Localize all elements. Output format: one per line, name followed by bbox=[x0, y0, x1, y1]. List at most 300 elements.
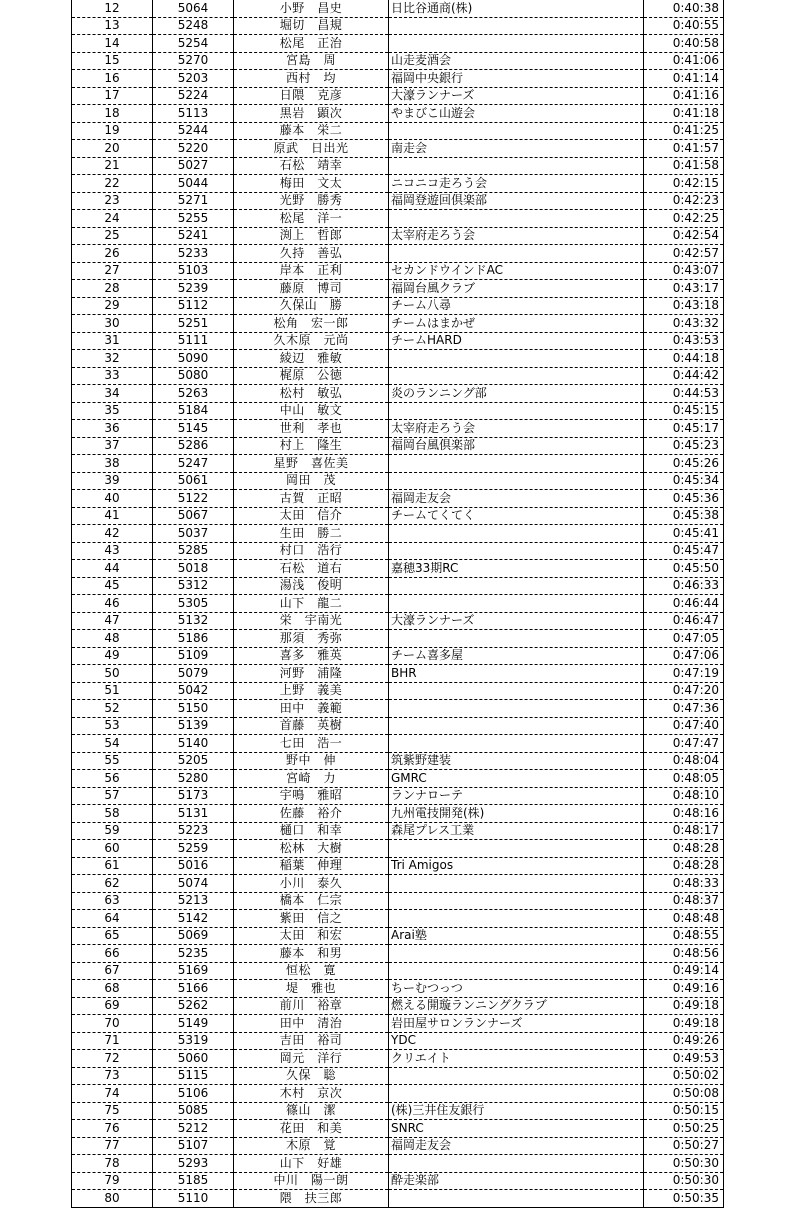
finish-time-cell: 0:45:36 bbox=[644, 490, 724, 508]
table-row bbox=[72, 682, 724, 700]
bib-cell: 5074 bbox=[153, 875, 234, 893]
team-cell: 福岡登遊回倶楽部 bbox=[389, 192, 644, 210]
bib-cell: 5212 bbox=[153, 1120, 234, 1138]
table-row bbox=[72, 17, 724, 35]
table-row bbox=[72, 927, 724, 945]
bib-cell: 5262 bbox=[153, 997, 234, 1015]
team-cell bbox=[389, 350, 644, 368]
team-cell bbox=[389, 542, 644, 560]
finish-time-cell: 0:48:28 bbox=[644, 840, 724, 858]
team-cell: 燃える開璇ランニングクラブ bbox=[389, 997, 644, 1015]
runner-name-cell: 堤 雅也 bbox=[234, 980, 389, 998]
table-row bbox=[72, 0, 724, 17]
team-cell: チームはまかぜ bbox=[389, 315, 644, 333]
finish-time-cell: 0:40:38 bbox=[644, 0, 724, 17]
table-row bbox=[72, 367, 724, 385]
runner-name-cell: 花田 和美 bbox=[234, 1120, 389, 1138]
bib-cell: 5090 bbox=[153, 350, 234, 368]
rank-cell: 58 bbox=[72, 805, 153, 823]
table-row bbox=[72, 192, 724, 210]
finish-time-cell: 0:50:15 bbox=[644, 1102, 724, 1120]
table-row bbox=[72, 560, 724, 578]
rank-cell: 33 bbox=[72, 367, 153, 385]
finish-time-cell: 0:41:14 bbox=[644, 70, 724, 88]
table-row bbox=[72, 962, 724, 980]
team-cell bbox=[389, 1067, 644, 1085]
team-cell bbox=[389, 577, 644, 595]
runner-name-cell: 藤原 博司 bbox=[234, 280, 389, 298]
team-cell: チーム喜多屋 bbox=[389, 647, 644, 665]
team-cell bbox=[389, 945, 644, 963]
rank-cell: 63 bbox=[72, 892, 153, 910]
team-cell: 福岡台風倶楽部 bbox=[389, 437, 644, 455]
runner-name-cell: 喜多 雅英 bbox=[234, 647, 389, 665]
rank-cell: 69 bbox=[72, 997, 153, 1015]
table-row bbox=[72, 420, 724, 438]
rank-cell: 80 bbox=[72, 1190, 153, 1208]
rank-cell: 14 bbox=[72, 35, 153, 53]
bib-cell: 5233 bbox=[153, 245, 234, 263]
table-row bbox=[72, 1067, 724, 1085]
bib-cell: 5149 bbox=[153, 1015, 234, 1033]
team-cell: チーム八尋 bbox=[389, 297, 644, 315]
table-row bbox=[72, 490, 724, 508]
rank-cell: 38 bbox=[72, 455, 153, 473]
runner-name-cell: 石松 道右 bbox=[234, 560, 389, 578]
finish-time-cell: 0:50:35 bbox=[644, 1190, 724, 1208]
team-cell bbox=[389, 210, 644, 228]
rank-cell: 47 bbox=[72, 612, 153, 630]
bib-cell: 5169 bbox=[153, 962, 234, 980]
rank-cell: 32 bbox=[72, 350, 153, 368]
table-row bbox=[72, 1032, 724, 1050]
bib-cell: 5224 bbox=[153, 87, 234, 105]
bib-cell: 5044 bbox=[153, 175, 234, 193]
rank-cell: 76 bbox=[72, 1120, 153, 1138]
bib-cell: 5241 bbox=[153, 227, 234, 245]
finish-time-cell: 0:45:15 bbox=[644, 402, 724, 420]
team-cell bbox=[389, 402, 644, 420]
table-row bbox=[72, 1102, 724, 1120]
team-cell: 福岡中央銀行 bbox=[389, 70, 644, 88]
team-cell: 筑紫野建装 bbox=[389, 752, 644, 770]
runner-name-cell: 松尾 正治 bbox=[234, 35, 389, 53]
bib-cell: 5259 bbox=[153, 840, 234, 858]
table-row bbox=[72, 87, 724, 105]
table-row bbox=[72, 210, 724, 228]
rank-cell: 31 bbox=[72, 332, 153, 350]
table-row bbox=[72, 612, 724, 630]
table-row bbox=[72, 315, 724, 333]
table-row bbox=[72, 542, 724, 560]
bib-cell: 5244 bbox=[153, 122, 234, 140]
team-cell bbox=[389, 630, 644, 648]
bib-cell: 5139 bbox=[153, 717, 234, 735]
runner-name-cell: 樋口 和幸 bbox=[234, 822, 389, 840]
team-cell: クリエイト bbox=[389, 1050, 644, 1068]
finish-time-cell: 0:43:32 bbox=[644, 315, 724, 333]
rank-cell: 75 bbox=[72, 1102, 153, 1120]
bib-cell: 5255 bbox=[153, 210, 234, 228]
rank-cell: 57 bbox=[72, 787, 153, 805]
table-row bbox=[72, 945, 724, 963]
rank-cell: 20 bbox=[72, 140, 153, 158]
rank-cell: 70 bbox=[72, 1015, 153, 1033]
bib-cell: 5263 bbox=[153, 385, 234, 403]
table-row bbox=[72, 577, 724, 595]
team-cell: 九州電技開発(株) bbox=[389, 805, 644, 823]
runner-name-cell: 中川 陽一朗 bbox=[234, 1172, 389, 1190]
runner-name-cell: 篠山 潔 bbox=[234, 1102, 389, 1120]
finish-time-cell: 0:48:16 bbox=[644, 805, 724, 823]
bib-cell: 5064 bbox=[153, 0, 234, 17]
bib-cell: 5293 bbox=[153, 1155, 234, 1173]
team-cell bbox=[389, 525, 644, 543]
rank-cell: 28 bbox=[72, 280, 153, 298]
table-row bbox=[72, 700, 724, 718]
rank-cell: 48 bbox=[72, 630, 153, 648]
rank-cell: 65 bbox=[72, 927, 153, 945]
rank-cell: 19 bbox=[72, 122, 153, 140]
bib-cell: 5106 bbox=[153, 1085, 234, 1103]
results-body bbox=[72, 0, 724, 1207]
table-row bbox=[72, 1050, 724, 1068]
bib-cell: 5079 bbox=[153, 665, 234, 683]
finish-time-cell: 0:44:53 bbox=[644, 385, 724, 403]
rank-cell: 56 bbox=[72, 770, 153, 788]
finish-time-cell: 0:45:34 bbox=[644, 472, 724, 490]
team-cell: 嘉穂33期RC bbox=[389, 560, 644, 578]
runner-name-cell: 久持 善弘 bbox=[234, 245, 389, 263]
runner-name-cell: 七田 浩一 bbox=[234, 735, 389, 753]
team-cell: 森尾プレス工業 bbox=[389, 822, 644, 840]
team-cell: SNRC bbox=[389, 1120, 644, 1138]
bib-cell: 5037 bbox=[153, 525, 234, 543]
runner-name-cell: 栄 宇南光 bbox=[234, 612, 389, 630]
rank-cell: 54 bbox=[72, 735, 153, 753]
team-cell: チームHARD bbox=[389, 332, 644, 350]
bib-cell: 5150 bbox=[153, 700, 234, 718]
table-row bbox=[72, 892, 724, 910]
table-row bbox=[72, 437, 724, 455]
finish-time-cell: 0:43:53 bbox=[644, 332, 724, 350]
rank-cell: 68 bbox=[72, 980, 153, 998]
table-row bbox=[72, 997, 724, 1015]
table-row bbox=[72, 157, 724, 175]
runner-name-cell: 宇鳴 雅昭 bbox=[234, 787, 389, 805]
runner-name-cell: 梶原 公徳 bbox=[234, 367, 389, 385]
finish-time-cell: 0:46:44 bbox=[644, 595, 724, 613]
rank-cell: 51 bbox=[72, 682, 153, 700]
team-cell bbox=[389, 962, 644, 980]
finish-time-cell: 0:47:19 bbox=[644, 665, 724, 683]
finish-time-cell: 0:41:06 bbox=[644, 52, 724, 70]
table-row bbox=[72, 1172, 724, 1190]
finish-time-cell: 0:48:37 bbox=[644, 892, 724, 910]
table-row bbox=[72, 472, 724, 490]
table-row bbox=[72, 717, 724, 735]
finish-time-cell: 0:43:17 bbox=[644, 280, 724, 298]
bib-cell: 5185 bbox=[153, 1172, 234, 1190]
runner-name-cell: 隈 扶三郎 bbox=[234, 1190, 389, 1208]
table-row bbox=[72, 332, 724, 350]
runner-name-cell: 松林 大樹 bbox=[234, 840, 389, 858]
rank-cell: 46 bbox=[72, 595, 153, 613]
rank-cell: 16 bbox=[72, 70, 153, 88]
team-cell bbox=[389, 367, 644, 385]
bib-cell: 5112 bbox=[153, 297, 234, 315]
finish-time-cell: 0:42:25 bbox=[644, 210, 724, 228]
bib-cell: 5239 bbox=[153, 280, 234, 298]
team-cell bbox=[389, 17, 644, 35]
runner-name-cell: 堀切 昌規 bbox=[234, 17, 389, 35]
team-cell: ニコニコ走ろう会 bbox=[389, 175, 644, 193]
team-cell: 福岡台風クラブ bbox=[389, 280, 644, 298]
runner-name-cell: 村上 隆生 bbox=[234, 437, 389, 455]
team-cell: チームてくてく bbox=[389, 507, 644, 525]
finish-time-cell: 0:40:58 bbox=[644, 35, 724, 53]
bib-cell: 5080 bbox=[153, 367, 234, 385]
rank-cell: 40 bbox=[72, 490, 153, 508]
finish-time-cell: 0:43:18 bbox=[644, 297, 724, 315]
bib-cell: 5173 bbox=[153, 787, 234, 805]
bib-cell: 5186 bbox=[153, 630, 234, 648]
finish-time-cell: 0:45:38 bbox=[644, 507, 724, 525]
bib-cell: 5247 bbox=[153, 455, 234, 473]
finish-time-cell: 0:49:26 bbox=[644, 1032, 724, 1050]
bib-cell: 5203 bbox=[153, 70, 234, 88]
table-row bbox=[72, 35, 724, 53]
team-cell: 福岡走友会 bbox=[389, 490, 644, 508]
rank-cell: 34 bbox=[72, 385, 153, 403]
finish-time-cell: 0:42:54 bbox=[644, 227, 724, 245]
team-cell: Tri Amigos bbox=[389, 857, 644, 875]
runner-name-cell: 上野 義美 bbox=[234, 682, 389, 700]
finish-time-cell: 0:45:23 bbox=[644, 437, 724, 455]
finish-time-cell: 0:47:05 bbox=[644, 630, 724, 648]
finish-time-cell: 0:48:05 bbox=[644, 770, 724, 788]
rank-cell: 49 bbox=[72, 647, 153, 665]
finish-time-cell: 0:40:55 bbox=[644, 17, 724, 35]
bib-cell: 5270 bbox=[153, 52, 234, 70]
rank-cell: 26 bbox=[72, 245, 153, 263]
finish-time-cell: 0:45:50 bbox=[644, 560, 724, 578]
rank-cell: 23 bbox=[72, 192, 153, 210]
finish-time-cell: 0:47:47 bbox=[644, 735, 724, 753]
rank-cell: 13 bbox=[72, 17, 153, 35]
finish-time-cell: 0:50:27 bbox=[644, 1137, 724, 1155]
runner-name-cell: 田中 清治 bbox=[234, 1015, 389, 1033]
bib-cell: 5132 bbox=[153, 612, 234, 630]
rank-cell: 74 bbox=[72, 1085, 153, 1103]
team-cell: ちーむつっつ bbox=[389, 980, 644, 998]
table-row bbox=[72, 630, 724, 648]
bib-cell: 5069 bbox=[153, 927, 234, 945]
table-row bbox=[72, 52, 724, 70]
table-row bbox=[72, 1137, 724, 1155]
runner-name-cell: 久木原 元尚 bbox=[234, 332, 389, 350]
rank-cell: 30 bbox=[72, 315, 153, 333]
rank-cell: 12 bbox=[72, 0, 153, 17]
team-cell bbox=[389, 717, 644, 735]
runner-name-cell: 藤本 和男 bbox=[234, 945, 389, 963]
finish-time-cell: 0:46:47 bbox=[644, 612, 724, 630]
finish-time-cell: 0:41:58 bbox=[644, 157, 724, 175]
finish-time-cell: 0:48:10 bbox=[644, 787, 724, 805]
bib-cell: 5122 bbox=[153, 490, 234, 508]
rank-cell: 22 bbox=[72, 175, 153, 193]
table-row bbox=[72, 1085, 724, 1103]
table-row bbox=[72, 1015, 724, 1033]
finish-time-cell: 0:46:33 bbox=[644, 577, 724, 595]
runner-name-cell: 梅田 文太 bbox=[234, 175, 389, 193]
rank-cell: 37 bbox=[72, 437, 153, 455]
bib-cell: 5251 bbox=[153, 315, 234, 333]
table-row bbox=[72, 122, 724, 140]
runner-name-cell: 松角 宏一郎 bbox=[234, 315, 389, 333]
bib-cell: 5285 bbox=[153, 542, 234, 560]
finish-time-cell: 0:49:16 bbox=[644, 980, 724, 998]
runner-name-cell: 太田 信介 bbox=[234, 507, 389, 525]
runner-name-cell: 世利 孝也 bbox=[234, 420, 389, 438]
bib-cell: 5145 bbox=[153, 420, 234, 438]
runner-name-cell: 紫田 信之 bbox=[234, 910, 389, 928]
runner-name-cell: 木原 覚 bbox=[234, 1137, 389, 1155]
table-row bbox=[72, 822, 724, 840]
table-row bbox=[72, 385, 724, 403]
team-cell: GMRC bbox=[389, 770, 644, 788]
finish-time-cell: 0:45:17 bbox=[644, 420, 724, 438]
table-row bbox=[72, 227, 724, 245]
finish-time-cell: 0:42:23 bbox=[644, 192, 724, 210]
runner-name-cell: 中山 敏文 bbox=[234, 402, 389, 420]
bib-cell: 5140 bbox=[153, 735, 234, 753]
table-row bbox=[72, 507, 724, 525]
bib-cell: 5067 bbox=[153, 507, 234, 525]
team-cell: やまびこ山遊会 bbox=[389, 105, 644, 123]
runner-name-cell: 山下 龍二 bbox=[234, 595, 389, 613]
bib-cell: 5271 bbox=[153, 192, 234, 210]
rank-cell: 55 bbox=[72, 752, 153, 770]
runner-name-cell: 西村 均 bbox=[234, 70, 389, 88]
bib-cell: 5305 bbox=[153, 595, 234, 613]
rank-cell: 18 bbox=[72, 105, 153, 123]
runner-name-cell: 綾辺 雅敏 bbox=[234, 350, 389, 368]
runner-name-cell: 恒松 寛 bbox=[234, 962, 389, 980]
runner-name-cell: 河野 浦隆 bbox=[234, 665, 389, 683]
finish-time-cell: 0:44:42 bbox=[644, 367, 724, 385]
bib-cell: 5027 bbox=[153, 157, 234, 175]
team-cell bbox=[389, 875, 644, 893]
runner-name-cell: 渕上 哲郎 bbox=[234, 227, 389, 245]
runner-name-cell: 岡元 洋行 bbox=[234, 1050, 389, 1068]
bib-cell: 5042 bbox=[153, 682, 234, 700]
runner-name-cell: 岡田 茂 bbox=[234, 472, 389, 490]
bib-cell: 5060 bbox=[153, 1050, 234, 1068]
runner-name-cell: 宮島 周 bbox=[234, 52, 389, 70]
rank-cell: 27 bbox=[72, 262, 153, 280]
table-row bbox=[72, 1120, 724, 1138]
bib-cell: 5184 bbox=[153, 402, 234, 420]
finish-time-cell: 0:47:20 bbox=[644, 682, 724, 700]
finish-time-cell: 0:41:16 bbox=[644, 87, 724, 105]
rank-cell: 25 bbox=[72, 227, 153, 245]
team-cell: ランナローテ bbox=[389, 787, 644, 805]
table-row bbox=[72, 805, 724, 823]
team-cell bbox=[389, 892, 644, 910]
table-row bbox=[72, 752, 724, 770]
team-cell: (株)三井住友銀行 bbox=[389, 1102, 644, 1120]
finish-time-cell: 0:48:56 bbox=[644, 945, 724, 963]
finish-time-cell: 0:47:40 bbox=[644, 717, 724, 735]
bib-cell: 5319 bbox=[153, 1032, 234, 1050]
team-cell bbox=[389, 735, 644, 753]
finish-time-cell: 0:44:18 bbox=[644, 350, 724, 368]
runner-name-cell: 藤本 栄二 bbox=[234, 122, 389, 140]
finish-time-cell: 0:48:48 bbox=[644, 910, 724, 928]
runner-name-cell: 久保 聡 bbox=[234, 1067, 389, 1085]
bib-cell: 5286 bbox=[153, 437, 234, 455]
finish-time-cell: 0:42:15 bbox=[644, 175, 724, 193]
finish-time-cell: 0:50:02 bbox=[644, 1067, 724, 1085]
bib-cell: 5115 bbox=[153, 1067, 234, 1085]
rank-cell: 62 bbox=[72, 875, 153, 893]
team-cell bbox=[389, 840, 644, 858]
bib-cell: 5213 bbox=[153, 892, 234, 910]
runner-name-cell: 稲葉 伸理 bbox=[234, 857, 389, 875]
bib-cell: 5103 bbox=[153, 262, 234, 280]
rank-cell: 59 bbox=[72, 822, 153, 840]
rank-cell: 17 bbox=[72, 87, 153, 105]
finish-time-cell: 0:50:30 bbox=[644, 1172, 724, 1190]
rank-cell: 67 bbox=[72, 962, 153, 980]
table-row bbox=[72, 1190, 724, 1208]
team-cell bbox=[389, 1155, 644, 1173]
runner-name-cell: 前川 裕章 bbox=[234, 997, 389, 1015]
bib-cell: 5111 bbox=[153, 332, 234, 350]
runner-name-cell: 木村 京次 bbox=[234, 1085, 389, 1103]
table-row bbox=[72, 787, 724, 805]
table-row bbox=[72, 595, 724, 613]
finish-time-cell: 0:49:18 bbox=[644, 1015, 724, 1033]
rank-cell: 39 bbox=[72, 472, 153, 490]
team-cell bbox=[389, 1190, 644, 1208]
team-cell: 酔走楽部 bbox=[389, 1172, 644, 1190]
team-cell bbox=[389, 245, 644, 263]
rank-cell: 73 bbox=[72, 1067, 153, 1085]
table-row bbox=[72, 910, 724, 928]
runner-name-cell: 小川 泰久 bbox=[234, 875, 389, 893]
team-cell bbox=[389, 35, 644, 53]
team-cell: 太宰府走ろう会 bbox=[389, 227, 644, 245]
runner-name-cell: 山下 好雄 bbox=[234, 1155, 389, 1173]
team-cell bbox=[389, 682, 644, 700]
runner-name-cell: 橋本 仁宗 bbox=[234, 892, 389, 910]
runner-name-cell: 吉田 裕司 bbox=[234, 1032, 389, 1050]
table-row bbox=[72, 297, 724, 315]
rank-cell: 52 bbox=[72, 700, 153, 718]
table-row bbox=[72, 280, 724, 298]
finish-time-cell: 0:49:18 bbox=[644, 997, 724, 1015]
table-row bbox=[72, 262, 724, 280]
runner-name-cell: 宮崎 力 bbox=[234, 770, 389, 788]
rank-cell: 50 bbox=[72, 665, 153, 683]
rank-cell: 29 bbox=[72, 297, 153, 315]
rank-cell: 44 bbox=[72, 560, 153, 578]
rank-cell: 77 bbox=[72, 1137, 153, 1155]
bib-cell: 5205 bbox=[153, 752, 234, 770]
table-row bbox=[72, 455, 724, 473]
